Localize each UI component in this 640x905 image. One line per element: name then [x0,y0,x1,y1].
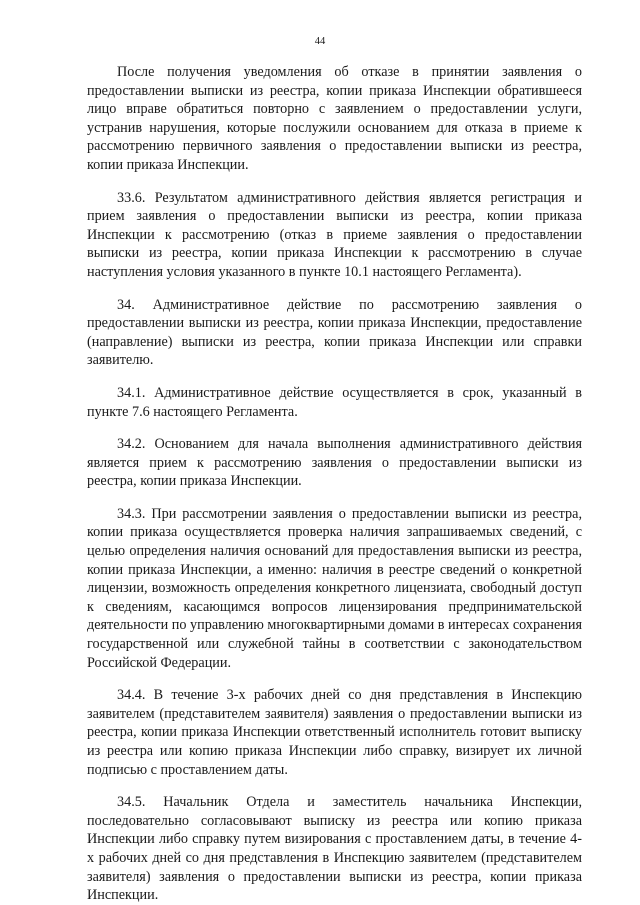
paragraph-34-5: 34.5. Начальник Отдела и заместитель начальника Инспекции, последовательно согласовывают выписку из реестра или копию приказа Инспекции либо справку путем визирования с проставлением даты, в течение 4-х рабочих дней со дня представления в Инспекцию заявителем (представителем заявителя) заявления о предоставлении выписки из реестра, копии приказа Инспекции. [87,794,582,904]
paragraph-34-1: 34.1. Административное действие осуществляется в срок, указанный в пункте 7.6 настоящего Регламента. [87,384,582,420]
paragraph-34-4: 34.4. В течение 3-х рабочих дней со дня представления в Инспекцию заявителем (представителем заявителя) заявления о предоставлении выписки из реестра, копии приказа Инспекции ответственный исполнитель готовит выписку из реестра или копию приказа Инспекции либо справку, визирует их личной подписью с проставлением даты. [87,687,582,778]
paragraph-34-2: 34.2. Основанием для начала выполнения административного действия является прием к рассмотрению заявления о предоставлении выписки из реестра, копии приказа Инспекции. [87,436,582,490]
paragraph-34-3: 34.3. При рассмотрении заявления о предоставлении выписки из реестра, копии приказа осуществляется проверка наличия запрашиваемых сведений, с целью определения наличия оснований для предоставления выписки из реестра, копии приказа Инспекции, а именно: наличия в реестре сведений о конкретной лицензии, возможность определения конкретного лицензиата, свободный доступ к сведениям, касающимся вопросов лицензирования предпринимательской деятельности по управлению многоквартирными домами в интересах сохранения государственной или служебной тайны в соответствии с законодательством Российской Федерации. [87,505,582,671]
paragraph-34: 34. Административное действие по рассмотрению заявления о предоставлении выписки из реестра, копии приказа Инспекции, предоставление (направление) выписки из реестра, копии приказа Инспекции или справки заявителю. [87,296,582,369]
paragraph-33-6: 33.6. Результатом административного действия является регистрация и прием заявления о предоставлении выписки из реестра, копии приказа Инспекции к рассмотрению (отказ в приеме заявления о предоставлении выписки из реестра, копии приказа Инспекции к рассмотрению в случае наступления условия указанного в пункте 10.1 настоящего Регламента). [87,189,582,280]
document-body [87,63,582,905]
page-number: 44 [314,36,326,47]
paragraph-intro: После получения уведомления об отказе в принятии заявления о предоставлении выписки из реестра, копии приказа Инспекции обратившееся лицо вправе обратиться повторно с заявлением о предоставлении услуги, устранив нарушения, которые послужили основанием для отказа в приеме к рассмотрению первичного заявления о предоставлении выписки из реестра, копии приказа Инспекции. [87,64,582,173]
